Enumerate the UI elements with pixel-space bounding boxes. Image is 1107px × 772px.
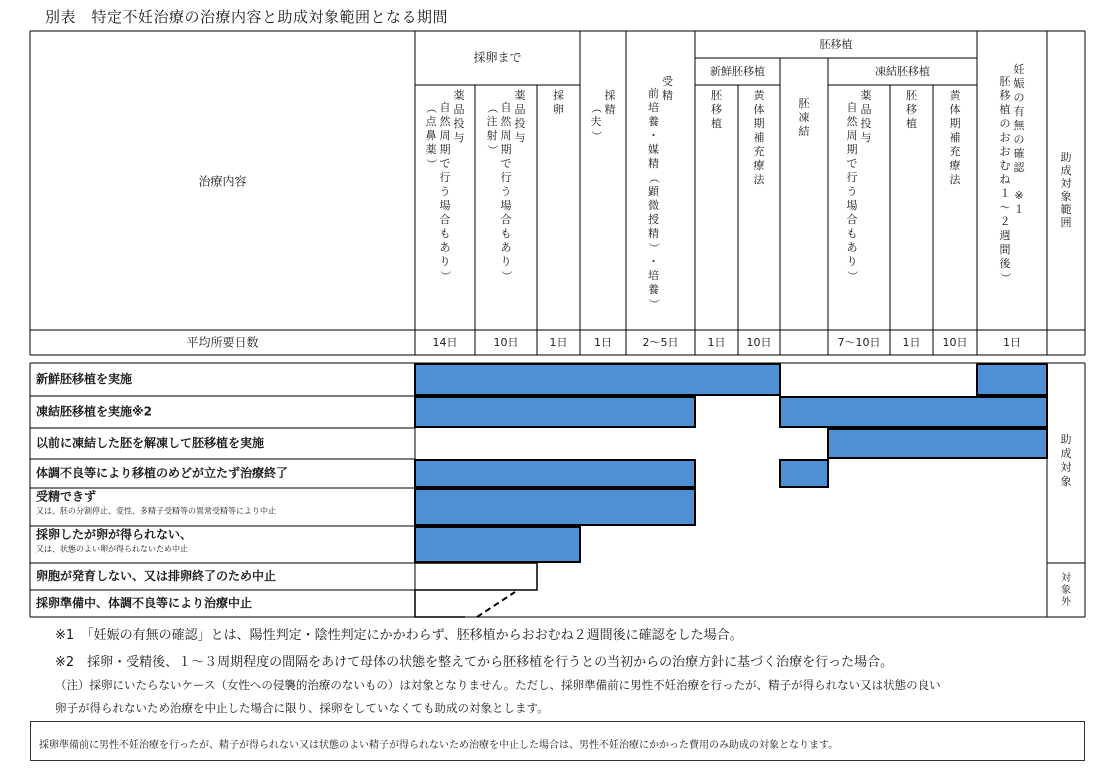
avg-days-value-2: 1日 xyxy=(549,336,568,349)
column-header-1: も xyxy=(500,227,512,240)
column-header-4: 受 xyxy=(662,75,673,88)
column-header-8: で xyxy=(846,157,858,170)
avg-days-value-9: 1日 xyxy=(902,336,921,349)
scope-header: 範 xyxy=(1060,203,1072,216)
column-header-8: あ xyxy=(846,241,858,254)
column-header-10: 体 xyxy=(949,103,961,116)
bar-row-3-0 xyxy=(415,460,695,487)
column-header-3: 夫 xyxy=(590,115,602,128)
column-header-1: （ xyxy=(486,102,499,114)
column-header-11: ※ xyxy=(1014,189,1024,202)
scope-header: 成 xyxy=(1060,164,1072,177)
column-header-0: 場 xyxy=(439,199,451,212)
column-header-9: 植 xyxy=(906,117,917,130)
column-header-1: 場 xyxy=(500,199,512,212)
column-header-11: 植 xyxy=(999,103,1011,116)
row-label-4: 受精できず xyxy=(36,489,97,504)
column-header-1: 注 xyxy=(486,115,498,128)
column-header-0: 合 xyxy=(439,213,451,226)
scope-excluded-label: 象 xyxy=(1061,585,1071,596)
column-header-0: （ xyxy=(425,102,438,114)
column-header-11: １ xyxy=(999,187,1011,200)
column-header-11: お xyxy=(999,145,1011,158)
column-header-1: う xyxy=(500,185,512,198)
column-header-11: 移 xyxy=(999,89,1011,102)
column-header-10: 充 xyxy=(949,145,961,158)
column-header-1: 射 xyxy=(486,129,498,142)
column-header-8: 場 xyxy=(846,199,858,212)
bar-row-4-0 xyxy=(415,489,695,525)
column-header-5: 移 xyxy=(711,103,722,116)
column-header-0: 然 xyxy=(439,115,451,128)
bottom-note-box xyxy=(30,721,1085,761)
column-header-4: ） xyxy=(647,242,661,254)
column-header-6: 充 xyxy=(753,145,765,158)
column-header-10: 療 xyxy=(949,159,961,172)
column-header-11: ） xyxy=(999,272,1012,284)
bar-row-5-0 xyxy=(415,527,580,562)
bar-row-2-0 xyxy=(828,429,1047,458)
row-label-6: 卵胞が発育しない、又は排卵終了のため中止 xyxy=(36,569,277,583)
column-header-0: あ xyxy=(439,241,451,254)
column-header-1: あ xyxy=(500,241,512,254)
column-header-4: 精 xyxy=(662,89,673,102)
scope-covered-label: 象 xyxy=(1060,475,1072,488)
column-header-0: 自 xyxy=(439,101,451,114)
column-header-10: 期 xyxy=(949,117,961,130)
column-header-11: 〜 xyxy=(999,201,1011,214)
bracket-row-7 xyxy=(415,590,465,617)
bracket-row-6 xyxy=(415,563,537,590)
column-header-9: 胚 xyxy=(906,89,917,102)
column-header-11: む xyxy=(999,159,1011,172)
column-header-11: 胚 xyxy=(999,75,1011,88)
avg-days-value-3: 1日 xyxy=(594,336,612,349)
column-header-0: 薬 xyxy=(453,89,465,102)
avg-days-value-6: 10日 xyxy=(746,336,772,349)
footnote-2: ※2 採卵・受精後、１〜３周期程度の間隔をあけて母体の状態を整えてから胚移植を行うとの当初からの治療方針に基づく治療を行った場合。 xyxy=(55,655,894,670)
treatment-header: 治療内容 xyxy=(198,174,247,189)
column-header-0: 与 xyxy=(453,131,465,144)
column-header-0: 期 xyxy=(439,143,451,156)
column-header-1: 品 xyxy=(514,103,526,116)
column-header-11: お xyxy=(999,131,1011,144)
column-header-1: 周 xyxy=(500,129,512,142)
column-header-8: ） xyxy=(846,270,859,282)
column-header-0: 薬 xyxy=(425,143,437,156)
frozen-transfer-header: 凍結胚移植 xyxy=(875,65,930,78)
avg-days-value-0: 14日 xyxy=(432,336,458,349)
column-header-8: 合 xyxy=(846,213,858,226)
column-header-4: 培 xyxy=(648,269,659,282)
avg-days-label: 平均所要日数 xyxy=(186,335,259,350)
column-header-0: 周 xyxy=(439,129,451,142)
column-header-7: 胚 xyxy=(798,97,810,110)
column-header-4: 媒 xyxy=(648,143,659,156)
column-header-4: 精 xyxy=(648,157,659,170)
scope-excluded-label: 外 xyxy=(1061,597,1071,608)
bar-row-0-0 xyxy=(415,364,780,395)
column-header-4: 精 xyxy=(648,227,659,240)
column-header-0: 品 xyxy=(453,103,465,116)
scope-covered-label: 成 xyxy=(1060,447,1072,460)
column-header-11: 週 xyxy=(999,229,1011,242)
avg-days-value-8: 7〜10日 xyxy=(837,336,881,349)
column-header-4: （ xyxy=(647,172,661,184)
scope-covered-label: 対 xyxy=(1060,461,1072,474)
column-header-11: の xyxy=(1013,133,1025,146)
column-header-8: 薬 xyxy=(860,89,872,102)
column-header-8: も xyxy=(846,227,858,240)
column-header-10: 黄 xyxy=(949,89,961,102)
column-header-4: 培 xyxy=(648,101,659,114)
column-header-7: 結 xyxy=(798,125,810,138)
bar-row-3-1 xyxy=(780,460,828,487)
column-header-6: 療 xyxy=(753,159,765,172)
column-header-2: 採 xyxy=(553,89,564,102)
column-header-8: 自 xyxy=(846,101,858,114)
scope-excluded-label: 対 xyxy=(1061,573,1071,584)
column-header-8: り xyxy=(846,255,858,268)
column-header-1: 与 xyxy=(514,131,526,144)
note-line-1: （注）採卵にいたらないケース（女性への侵襲的治療のないもの）は対象となりません。ただし、採卵準備前に男性不妊治療を行ったが、精子が得られない又は状態の良い xyxy=(55,678,941,692)
column-header-8: 然 xyxy=(846,115,858,128)
row-label-2: 以前に凍結した胚を解凍して胚移植を実施 xyxy=(36,436,265,450)
avg-days-value-4: 2〜5日 xyxy=(642,336,679,349)
column-header-4: ） xyxy=(647,298,661,310)
column-header-4: 授 xyxy=(648,213,659,226)
column-header-1: 合 xyxy=(500,213,512,226)
column-header-11: １ xyxy=(1013,203,1025,216)
column-header-1: ） xyxy=(486,144,499,156)
column-header-1: 自 xyxy=(500,101,512,114)
scope-header: 囲 xyxy=(1060,216,1072,229)
column-header-11: ２ xyxy=(999,215,1011,228)
row-sublabel-5: 又は、状態のよい卵が得られないため中止 xyxy=(36,544,188,554)
scope-header: 象 xyxy=(1060,190,1072,203)
column-header-11: 娠 xyxy=(1013,77,1025,90)
column-header-7: 凍 xyxy=(798,111,810,124)
column-header-1: で xyxy=(500,157,512,170)
page-caption: 別表 特定不妊治療の治療内容と助成対象範囲となる期間 xyxy=(45,8,449,26)
column-header-0: う xyxy=(439,185,451,198)
column-header-4: 前 xyxy=(648,87,659,100)
column-header-8: 品 xyxy=(860,103,872,116)
column-header-11: 後 xyxy=(999,257,1011,270)
column-header-8: 与 xyxy=(860,131,872,144)
column-header-0: ） xyxy=(439,270,452,282)
column-header-1: り xyxy=(500,255,512,268)
avg-days-value-11: 1日 xyxy=(1003,336,1021,349)
column-header-3: （ xyxy=(590,102,603,114)
avg-days-value-5: 1日 xyxy=(707,336,726,349)
column-header-4: 顕 xyxy=(648,185,659,198)
column-header-0: 鼻 xyxy=(425,129,437,142)
column-header-8: う xyxy=(846,185,858,198)
column-header-0: も xyxy=(439,227,451,240)
column-header-6: 補 xyxy=(753,131,765,144)
column-header-10: 法 xyxy=(949,173,961,186)
column-header-5: 植 xyxy=(711,117,722,130)
column-header-4: 養 xyxy=(648,115,659,128)
row-label-3: 体調不良等により移植のめどが立たず治療終了 xyxy=(36,466,289,480)
bar-row-0-1 xyxy=(977,364,1047,395)
column-header-1: 期 xyxy=(500,143,512,156)
column-header-0: 投 xyxy=(453,117,465,130)
column-header-11: ね xyxy=(999,173,1011,186)
column-header-10: 補 xyxy=(949,131,961,144)
column-header-9: 移 xyxy=(906,103,917,116)
column-header-5: 胚 xyxy=(711,89,722,102)
bottom-note-text: 採卵準備前に男性不妊治療を行ったが、精子が得られない又は状態のよい精子が得られないため治療を中止した場合は、男性不妊治療にかかった費用のみ助成の対象となります。 xyxy=(39,740,839,751)
column-header-1: 然 xyxy=(500,115,512,128)
column-header-1: ） xyxy=(500,270,513,282)
embryo-transfer-header: 胚移植 xyxy=(819,38,853,51)
row-label-5: 採卵したが卵が得られない、 xyxy=(36,527,193,542)
column-header-6: 期 xyxy=(753,117,765,130)
column-header-1: 薬 xyxy=(514,89,526,102)
column-header-4: ・ xyxy=(648,255,659,268)
fresh-transfer-header: 新鮮胚移植 xyxy=(710,65,765,78)
avg-days-value-10: 10日 xyxy=(942,336,968,349)
footnote-1: ※1 「妊娠の有無の確認」とは、陽性判定・陰性判定にかかわらず、胚移植からおおむね２週間後に確認をした場合。 xyxy=(55,628,743,643)
column-header-11: 妊 xyxy=(1013,63,1025,76)
avg-days-value-1: 10日 xyxy=(493,336,519,349)
column-header-4: 微 xyxy=(648,199,659,212)
column-header-4: 養 xyxy=(648,283,659,296)
scope-header: 助 xyxy=(1060,151,1072,164)
column-header-8: 行 xyxy=(846,171,858,184)
column-header-8: 投 xyxy=(860,117,872,130)
scope-covered-label: 助 xyxy=(1060,433,1072,446)
column-header-2: 卵 xyxy=(553,103,564,116)
column-header-3: 精 xyxy=(604,103,616,116)
column-header-1: 投 xyxy=(514,117,526,130)
column-header-6: 黄 xyxy=(753,89,765,102)
column-header-0: で xyxy=(439,157,451,170)
column-header-11: 無 xyxy=(1013,119,1025,132)
column-header-0: ） xyxy=(425,158,438,170)
bar-row-1-1 xyxy=(780,397,1047,427)
column-header-11: 確 xyxy=(1013,147,1025,160)
column-header-11: 認 xyxy=(1013,161,1025,174)
column-header-11: の xyxy=(1013,91,1025,104)
column-header-6: 法 xyxy=(753,173,765,186)
column-header-0: り xyxy=(439,255,451,268)
column-header-11 xyxy=(1014,175,1025,188)
column-header-11: の xyxy=(999,117,1011,130)
column-header-6: 体 xyxy=(753,103,765,116)
dashed-bracket-row-7 xyxy=(477,592,515,617)
column-header-11: 有 xyxy=(1013,105,1025,118)
column-header-1: 行 xyxy=(500,171,512,184)
bar-row-1-0 xyxy=(415,397,695,427)
column-header-0: 点 xyxy=(425,115,437,128)
column-header-8: 期 xyxy=(846,143,858,156)
column-header-8: 周 xyxy=(846,129,858,142)
column-header-11: 間 xyxy=(999,243,1011,256)
row-label-0: 新鮮胚移植を実施 xyxy=(36,372,133,386)
row-label-7: 採卵準備中、体調不良等により治療中止 xyxy=(36,596,253,610)
column-header-3: ） xyxy=(590,130,603,142)
note-line-2: 卵子が得られないため治療を中止した場合に限り、採卵をしていなくても助成の対象とします。 xyxy=(55,701,549,715)
column-header-3: 採 xyxy=(604,89,616,102)
scope-header: 対 xyxy=(1060,177,1072,190)
column-header-0: 行 xyxy=(439,171,451,184)
egg-collection-header: 採卵まで xyxy=(473,50,522,65)
row-sublabel-4: 又は、胚の分割停止、変性、多精子受精等の異常受精等により中止 xyxy=(36,506,276,516)
column-header-4: ・ xyxy=(648,129,659,142)
row-label-1: 凍結胚移植を実施※2 xyxy=(36,404,153,419)
